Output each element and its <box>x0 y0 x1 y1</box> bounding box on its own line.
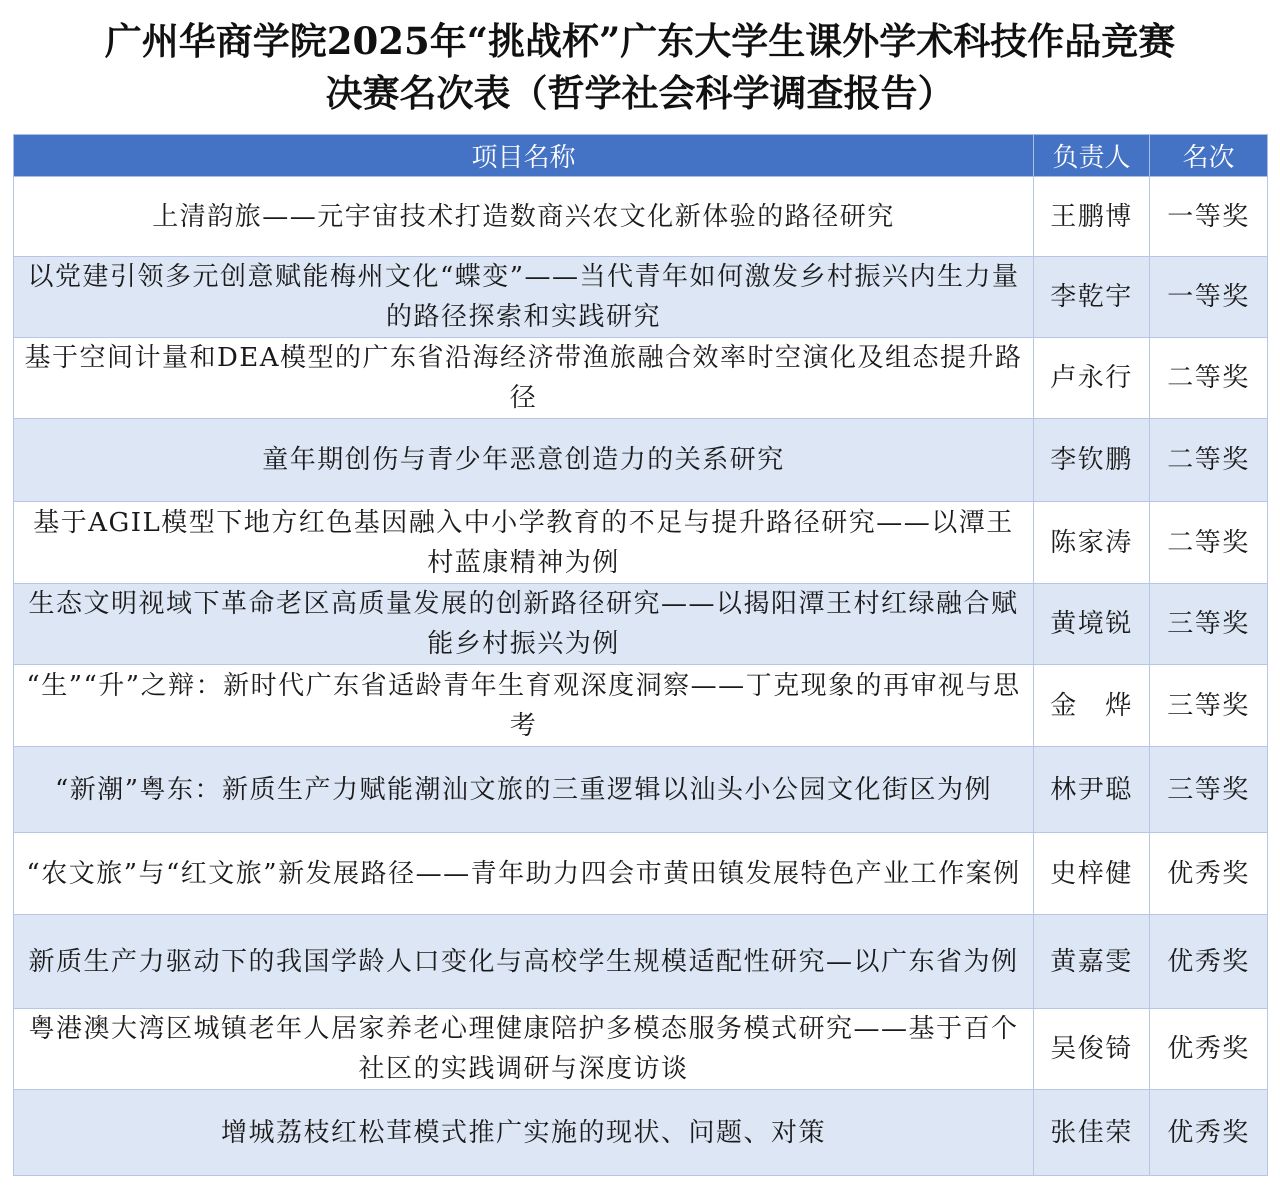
person-cell: 张佳荣 <box>1034 1090 1150 1176</box>
rank-cell: 优秀奖 <box>1150 833 1268 915</box>
person-cell: 金 烨 <box>1034 665 1150 747</box>
project-name-cell: 上清韵旅——元宇宙技术打造数商兴农文化新体验的路径研究 <box>14 177 1034 257</box>
project-name-cell: “生”“升”之辩：新时代广东省适龄青年生育观深度洞察——丁克现象的再审视与思考 <box>14 665 1034 747</box>
person-cell: 李乾宇 <box>1034 257 1150 338</box>
table-row <box>14 338 1268 419</box>
person-cell: 卢永行 <box>1034 338 1150 419</box>
table-row <box>14 257 1268 338</box>
project-name-cell: 生态文明视域下革命老区高质量发展的创新路径研究——以揭阳潭王村红绿融合赋能乡村振兴为例 <box>14 584 1034 665</box>
results-table <box>13 134 1268 1176</box>
project-name-cell: 基于空间计量和DEA模型的广东省沿海经济带渔旅融合效率时空演化及组态提升路径 <box>14 338 1034 419</box>
person-cell: 黄嘉雯 <box>1034 915 1150 1009</box>
project-name-cell: “农文旅”与“红文旅”新发展路径——青年助力四会市黄田镇发展特色产业工作案例 <box>14 833 1034 915</box>
person-cell: 吴俊锜 <box>1034 1009 1150 1090</box>
project-name-cell: 基于AGIL模型下地方红色基因融入中小学教育的不足与提升路径研究——以潭王村蓝康精神为例 <box>14 502 1034 584</box>
project-name-cell: 以党建引领多元创意赋能梅州文化“蝶变”——当代青年如何激发乡村振兴内生力量的路径探索和实践研究 <box>14 257 1034 338</box>
rank-cell: 三等奖 <box>1150 584 1268 665</box>
header-project-name: 项目名称 <box>14 135 1034 177</box>
rank-cell: 三等奖 <box>1150 665 1268 747</box>
header-rank: 名次 <box>1150 135 1268 177</box>
rank-cell: 优秀奖 <box>1150 1090 1268 1176</box>
person-cell: 陈家涛 <box>1034 502 1150 584</box>
rank-cell: 二等奖 <box>1150 419 1268 502</box>
table-row <box>14 584 1268 665</box>
project-name-cell: 增城荔枝红松茸模式推广实施的现状、问题、对策 <box>14 1090 1034 1176</box>
project-name-cell: 粤港澳大湾区城镇老年人居家养老心理健康陪护多模态服务模式研究——基于百个社区的实践调研与深度访谈 <box>14 1009 1034 1090</box>
rank-cell: 优秀奖 <box>1150 1009 1268 1090</box>
rank-cell: 二等奖 <box>1150 502 1268 584</box>
project-name-cell: 童年期创伤与青少年恶意创造力的关系研究 <box>14 419 1034 502</box>
table-row <box>14 502 1268 584</box>
person-cell: 王鹏博 <box>1034 177 1150 257</box>
person-cell: 林尹聪 <box>1034 747 1150 833</box>
table-row <box>14 833 1268 915</box>
rank-cell: 优秀奖 <box>1150 915 1268 1009</box>
project-name-cell: 新质生产力驱动下的我国学龄人口变化与高校学生规模适配性研究—以广东省为例 <box>14 915 1034 1009</box>
table-row <box>14 1009 1268 1090</box>
title-line-1: 广州华商学院2025年“挑战杯”广东大学生课外学术科技作品竞赛 <box>104 19 1176 63</box>
table-row <box>14 915 1268 1009</box>
page-title <box>13 0 1267 134</box>
rank-cell: 三等奖 <box>1150 747 1268 833</box>
person-cell: 李钦鹏 <box>1034 419 1150 502</box>
header-person: 负责人 <box>1034 135 1150 177</box>
person-cell: 史梓健 <box>1034 833 1150 915</box>
table-row <box>14 419 1268 502</box>
table-row <box>14 665 1268 747</box>
rank-cell: 一等奖 <box>1150 177 1268 257</box>
rank-cell: 二等奖 <box>1150 338 1268 419</box>
table-row <box>14 177 1268 257</box>
title-line-2: 决赛名次表（哲学社会科学调查报告） <box>325 71 955 115</box>
rank-cell: 一等奖 <box>1150 257 1268 338</box>
table-row <box>14 1090 1268 1176</box>
table-header-row <box>14 135 1268 177</box>
project-name-cell: “新潮”粤东：新质生产力赋能潮汕文旅的三重逻辑以汕头小公园文化街区为例 <box>14 747 1034 833</box>
person-cell: 黄境锐 <box>1034 584 1150 665</box>
table-row <box>14 747 1268 833</box>
